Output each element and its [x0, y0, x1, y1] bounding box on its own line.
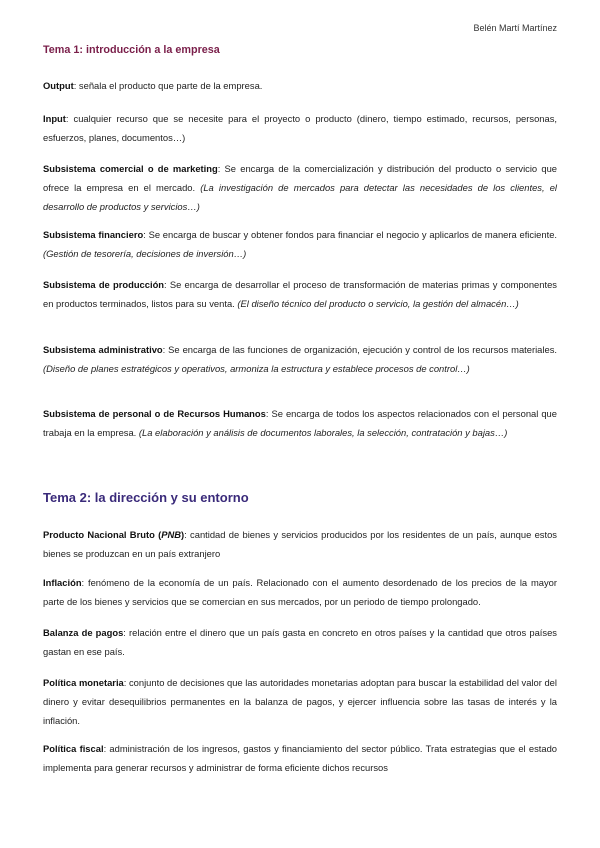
definition-output — [43, 76, 557, 95]
definition-text: : cualquier recurso que se necesite para el proyecto o producto (dinero, tiempo estimado, recursos, personas, esfuerzos, planes, documentos…) — [43, 113, 557, 143]
example-text: (La elaboración y análisis de documentos laborales, la selección, contratación y bajas…) — [138, 427, 508, 438]
definition-rrhh — [43, 404, 557, 442]
term: Output — [43, 80, 74, 91]
definition-text: : administración de los ingresos, gastos y financiamiento del sector público. Trata estrategias que el estado implementa para generar recursos y administrar de forma eficiente dichos recursos — [43, 743, 558, 773]
tema2-heading: Tema 2: la dirección y su entorno — [43, 490, 249, 505]
term: Input — [43, 113, 66, 124]
term: Subsistema de producción — [43, 279, 165, 290]
definition-pnb — [43, 525, 557, 563]
term: Subsistema administrativo — [43, 344, 163, 355]
pnb-abbreviation: PNB — [161, 529, 182, 540]
definition-text: : fenómeno de la economía de un país. Relacionado con el aumento desordenado de los precios de la mayor parte de los bienes y servicios que se comercian en sus mercados, por un periodo de tiempo prolongado. — [43, 577, 557, 607]
example-text: (Diseño de planes estratégicos y operativos, armoniza la estructura y establece procesos de control…) — [43, 363, 470, 374]
example-text: (El diseño técnico del producto o servicio, la gestión del almacén…) — [237, 298, 519, 309]
definition-marketing — [43, 159, 557, 216]
author-name: Belén Martí Martínez — [473, 23, 557, 33]
term: Balanza de pagos — [43, 627, 124, 638]
definition-input — [43, 109, 557, 147]
definition-text: : conjunto de decisiones que las autoridades monetarias adoptan para buscar la estabilidad del valor del dinero y evitar desequilibrios permanentes en la balanza de pagos, y ejercer influencia sobre las tasas de interés y la inflación. — [43, 677, 557, 726]
example-text: (La investigación de mercados para detectar las necesidades de los clientes, el desarrollo de productos y servicios…) — [43, 182, 557, 212]
definition-produccion — [43, 275, 557, 313]
definition-text: : Se encarga de la comercialización y distribución del producto o servicio que ofrece la empresa en el mercado. — [43, 163, 557, 193]
term: Producto Nacional Bruto (PNB) — [43, 529, 185, 540]
definition-text: : señala el producto que parte de la empresa. — [73, 80, 263, 91]
term: Política monetaria — [43, 677, 124, 688]
term: Inflación — [43, 577, 82, 588]
definition-politica-monetaria — [43, 673, 557, 730]
term: Subsistema de personal o de Recursos Humanos — [43, 408, 266, 419]
definition-balanza-de-pagos — [43, 623, 557, 661]
term: Subsistema financiero — [43, 229, 144, 240]
definition-text: : Se encarga de desarrollar el proceso de transformación de materias primas y componentes en productos terminados, listos para su venta. — [43, 279, 557, 309]
definition-text: : relación entre el dinero que un país gasta en concreto en otros países y la cantidad que otros países gastan en ese país. — [43, 627, 557, 657]
definition-administrativo — [43, 340, 557, 378]
definition-text: : Se encarga de las funciones de organización, ejecución y control de los recursos materiales. — [162, 344, 557, 355]
definition-text: : Se encarga de buscar y obtener fondos para financiar el negocio y aplicarlos de manera eficiente. — [143, 229, 558, 240]
definition-politica-fiscal — [43, 739, 557, 777]
term: Política fiscal — [43, 743, 104, 754]
definition-inflacion — [43, 573, 557, 611]
definition-financiero — [43, 225, 557, 263]
example-text: (Gestión de tesorería, decisiones de inversión…) — [43, 248, 247, 259]
tema1-heading: Tema 1: introducción a la empresa — [43, 44, 220, 56]
term: Subsistema comercial o de marketing — [43, 163, 218, 174]
definition-text: : cantidad de bienes y servicios producidos por los residentes de un país, aunque estos bienes se produzcan en un país extranjero — [43, 529, 557, 559]
definition-text: : Se encarga de todos los aspectos relacionados con el personal que trabaja en la empresa. — [43, 408, 557, 438]
